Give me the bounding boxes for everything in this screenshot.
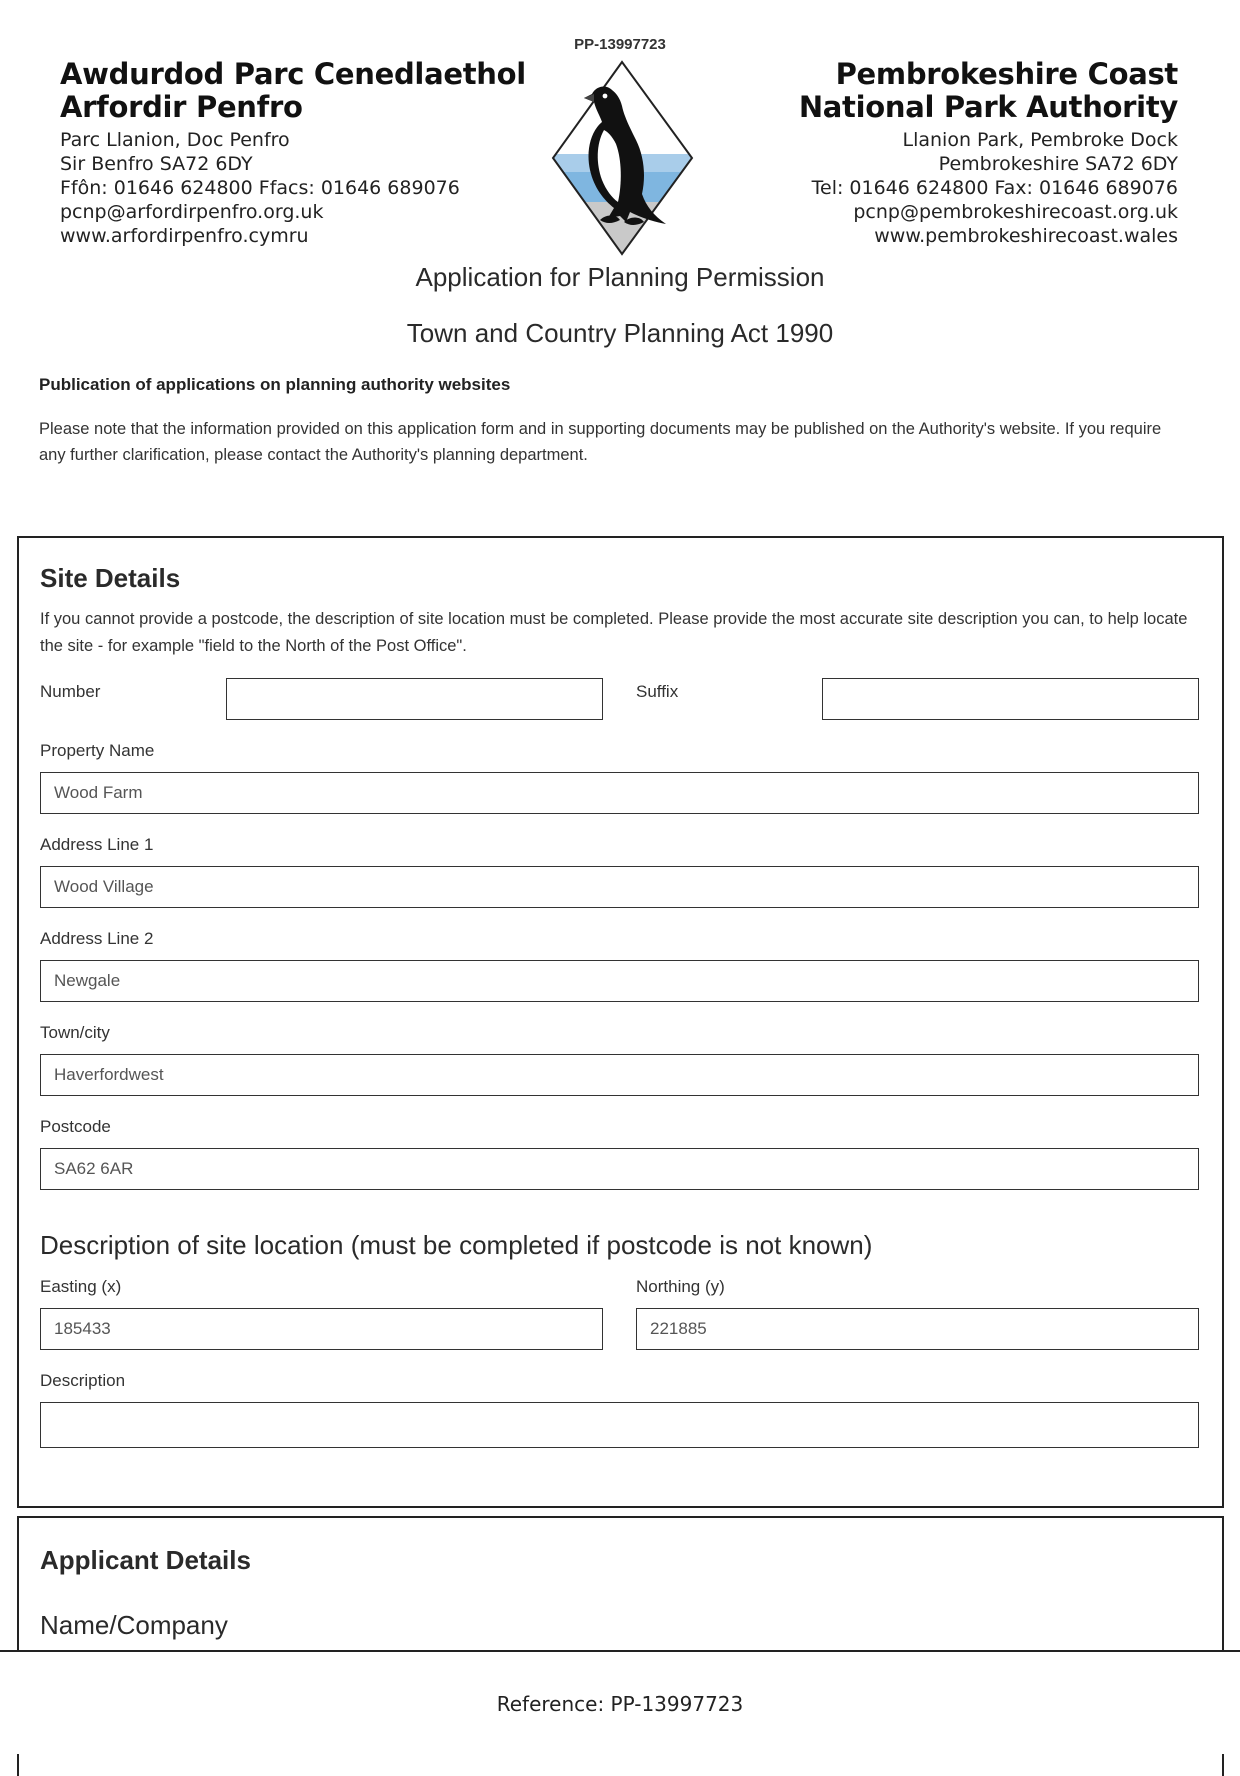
postcode-input[interactable]: SA62 6AR [40, 1148, 1199, 1190]
address-line1-input[interactable]: Wood Village [40, 866, 1199, 908]
puffin-logo-icon [550, 60, 695, 256]
reference-number-top: PP-13997723 [574, 36, 666, 53]
site-details-title: Site Details [40, 563, 181, 593]
northing-label: Northing (y) [636, 1277, 725, 1296]
welsh-org-name-line1: Awdurdod Parc Cenedlaethol [60, 57, 526, 91]
site-details-intro: If you cannot provide a postcode, the description of site location must be completed. Please provide the most accurate site description you can, to help locate the site - for example "field to the North of the Post Office". [40, 610, 1188, 655]
name-company-heading: Name/Company [40, 1610, 228, 1640]
number-label: Number [40, 682, 101, 701]
publication-heading: Publication of applications on planning authority websites [39, 375, 511, 394]
applicant-details-title: Applicant Details [40, 1545, 251, 1575]
property-name-input[interactable]: Wood Farm [40, 772, 1199, 814]
english-address-line1: Llanion Park, Pembroke Dock [902, 129, 1178, 151]
address-line2-label: Address Line 2 [40, 929, 154, 948]
english-org-name-line2: National Park Authority [798, 90, 1178, 124]
footer-divider [0, 1650, 1240, 1652]
welsh-email: pcnp@arfordirpenfro.org.uk [60, 201, 324, 223]
address-line2-input[interactable]: Newgale [40, 960, 1199, 1002]
northing-input[interactable]: 221885 [636, 1308, 1199, 1350]
english-email: pcnp@pembrokeshirecoast.org.uk [853, 201, 1178, 223]
form-subtitle: Town and Country Planning Act 1990 [406, 318, 834, 348]
town-city-input[interactable]: Haverfordwest [40, 1054, 1199, 1096]
english-address-line2: Pembrokeshire SA72 6DY [938, 153, 1178, 175]
publication-text: Please note that the information provided on this application form and in supporting documents may be published on the Authority's website. If you require any further clarification, please contact the Authority's planning department. [39, 420, 1162, 464]
english-website: www.pembrokeshirecoast.wales [874, 225, 1178, 247]
description-label: Description [40, 1371, 126, 1390]
english-organisation-block [799, 58, 1178, 248]
suffix-input[interactable] [822, 678, 1199, 720]
easting-input[interactable]: 185433 [40, 1308, 603, 1350]
number-input[interactable] [226, 678, 603, 720]
welsh-address-line2: Sir Benfro SA72 6DY [60, 153, 253, 175]
easting-label: Easting (x) [40, 1277, 122, 1296]
english-org-name-line1: Pembrokeshire Coast [835, 57, 1178, 91]
suffix-label: Suffix [636, 682, 679, 701]
welsh-organisation-block [60, 58, 526, 248]
english-phone-line: Tel: 01646 624800 Fax: 01646 689076 [811, 177, 1178, 199]
welsh-website: www.arfordirpenfro.cymru [60, 225, 309, 247]
property-name-label: Property Name [40, 741, 155, 760]
welsh-org-name-line2: Arfordir Penfro [60, 90, 303, 124]
footer-reference: Reference: PP-13997723 [496, 1692, 744, 1716]
postcode-label: Postcode [40, 1117, 111, 1136]
welsh-address-line1: Parc Llanion, Doc Penfro [60, 129, 290, 151]
welsh-phone-line: Ffôn: 01646 624800 Ffacs: 01646 689076 [60, 177, 460, 199]
site-location-heading: Description of site location (must be completed if postcode is not known) [40, 1230, 873, 1260]
description-input[interactable] [40, 1402, 1199, 1448]
form-title: Application for Planning Permission [415, 262, 825, 292]
address-line1-label: Address Line 1 [40, 835, 154, 854]
town-city-label: Town/city [40, 1023, 110, 1042]
